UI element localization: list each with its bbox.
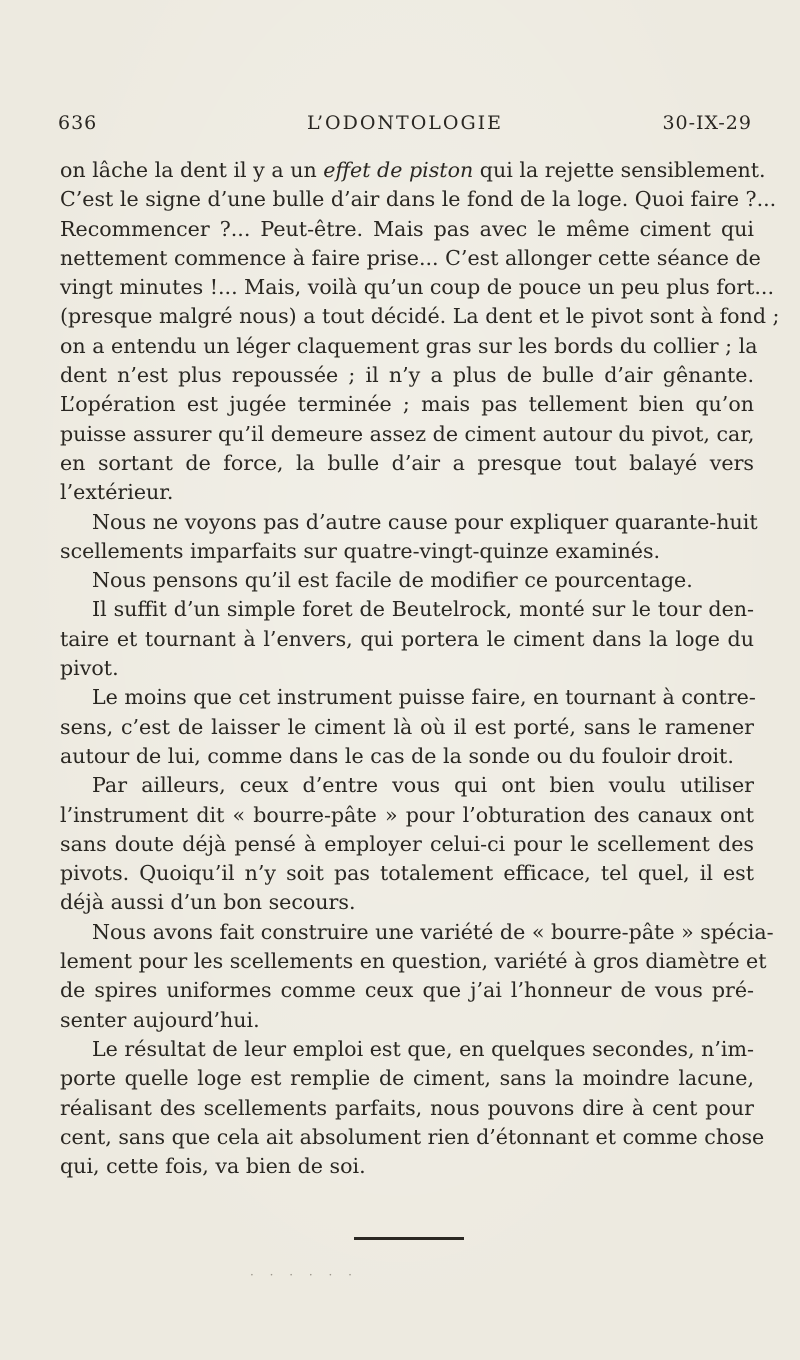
emphasis-effet-de-piston: effet de piston xyxy=(323,158,474,182)
text-line: scellements imparfaits sur quatre-vingt-quinze examinés. xyxy=(60,538,661,563)
text-line: qui, cette fois, va bien de soi. xyxy=(60,1154,366,1179)
text-line: taire et tournant à l’envers, qui portera le ciment dans la loge du xyxy=(60,626,754,651)
article-body xyxy=(60,156,780,1181)
text-line: pivot. xyxy=(60,656,119,681)
page-number: 636 xyxy=(58,112,98,134)
text-line: pivots. Quoiqu’il n’y soit pas totalement efficace, tel quel, il est xyxy=(60,861,754,886)
text-line: vingt minutes !... Mais, voilà qu’un coup de pouce un peu plus fort... xyxy=(60,275,775,300)
text-line: on a entendu un léger claquement gras sur les bords du collier ; la xyxy=(60,333,758,358)
text-line: senter aujourd’hui. xyxy=(60,1007,260,1032)
running-head xyxy=(58,112,752,142)
text-line: autour de lui, comme dans le cas de la sonde ou du fouloir droit. xyxy=(60,743,734,768)
text-line: lement pour les scellements en question, variété à gros diamètre et xyxy=(60,949,767,974)
text-line: Nous avons fait construire une variété de « bourre-pâte » spécia- xyxy=(92,919,774,944)
text-line: C’est le signe d’une bulle d’air dans le fond de la loge. Quoi faire ?... xyxy=(60,187,777,212)
text-line: puisse assurer qu’il demeure assez de ciment autour du pivot, car, xyxy=(60,421,755,446)
text-line: réalisant des scellements parfaits, nous pouvons dire à cent pour xyxy=(60,1095,754,1120)
text-line: dent n’est plus repoussée ; il n’y a plus de bulle d’air gênante. xyxy=(60,363,754,388)
text-line: nettement commence à faire prise... C’est allonger cette séance de xyxy=(60,245,761,270)
text-line: porte quelle loge est remplie de ciment, sans la moindre lacune, xyxy=(60,1066,754,1091)
paper-specks: · · · · · · xyxy=(250,1268,358,1282)
text-line: Il suffit d’un simple foret de Beutelrock, monté sur le tour den- xyxy=(92,597,754,622)
text-line: L’opération est jugée terminée ; mais pas tellement bien qu’on xyxy=(60,392,754,417)
text-line: l’extérieur. xyxy=(60,480,174,505)
text-line: cent, sans que cela ait absolument rien d’étonnant et comme chose xyxy=(60,1124,765,1149)
section-end-rule xyxy=(354,1237,464,1240)
text-line: Nous pensons qu’il est facile de modifier ce pourcentage. xyxy=(92,568,693,593)
text-line: Par ailleurs, ceux d’entre vous qui ont bien voulu utiliser xyxy=(92,773,754,798)
text-line: sens, c’est de laisser le ciment là où il est porté, sans le ramener xyxy=(60,714,754,739)
text-line: Nous ne voyons pas d’autre cause pour expliquer quarante-huit xyxy=(92,509,758,534)
text-line: Le moins que cet instrument puisse faire, en tournant à contre- xyxy=(92,685,756,710)
text-line: on lâche la dent il y a un effet de piston qui la rejette sensiblement. xyxy=(60,158,766,182)
text-line: déjà aussi d’un bon secours. xyxy=(60,890,356,915)
text-line: l’instrument dit « bourre-pâte » pour l’obturation des canaux ont xyxy=(60,802,754,827)
text-line: sans doute déjà pensé à employer celui-ci pour le scellement des xyxy=(60,831,754,856)
issue-date: 30-IX-29 xyxy=(662,112,752,134)
text-line: de spires uniformes comme ceux que j’ai l’honneur de vous pré- xyxy=(60,978,754,1003)
text-line: en sortant de force, la bulle d’air a presque tout balayé vers xyxy=(60,450,754,475)
text-line: (presque malgré nous) a tout décidé. La dent et le pivot sont à fond ; xyxy=(60,304,780,329)
text-line: Recommencer ?... Peut-être. Mais pas avec le même ciment qui xyxy=(60,216,754,241)
journal-title: L’ODONTOLOGIE xyxy=(306,112,504,134)
text-line: Le résultat de leur emploi est que, en quelques secondes, n’im- xyxy=(92,1036,754,1061)
